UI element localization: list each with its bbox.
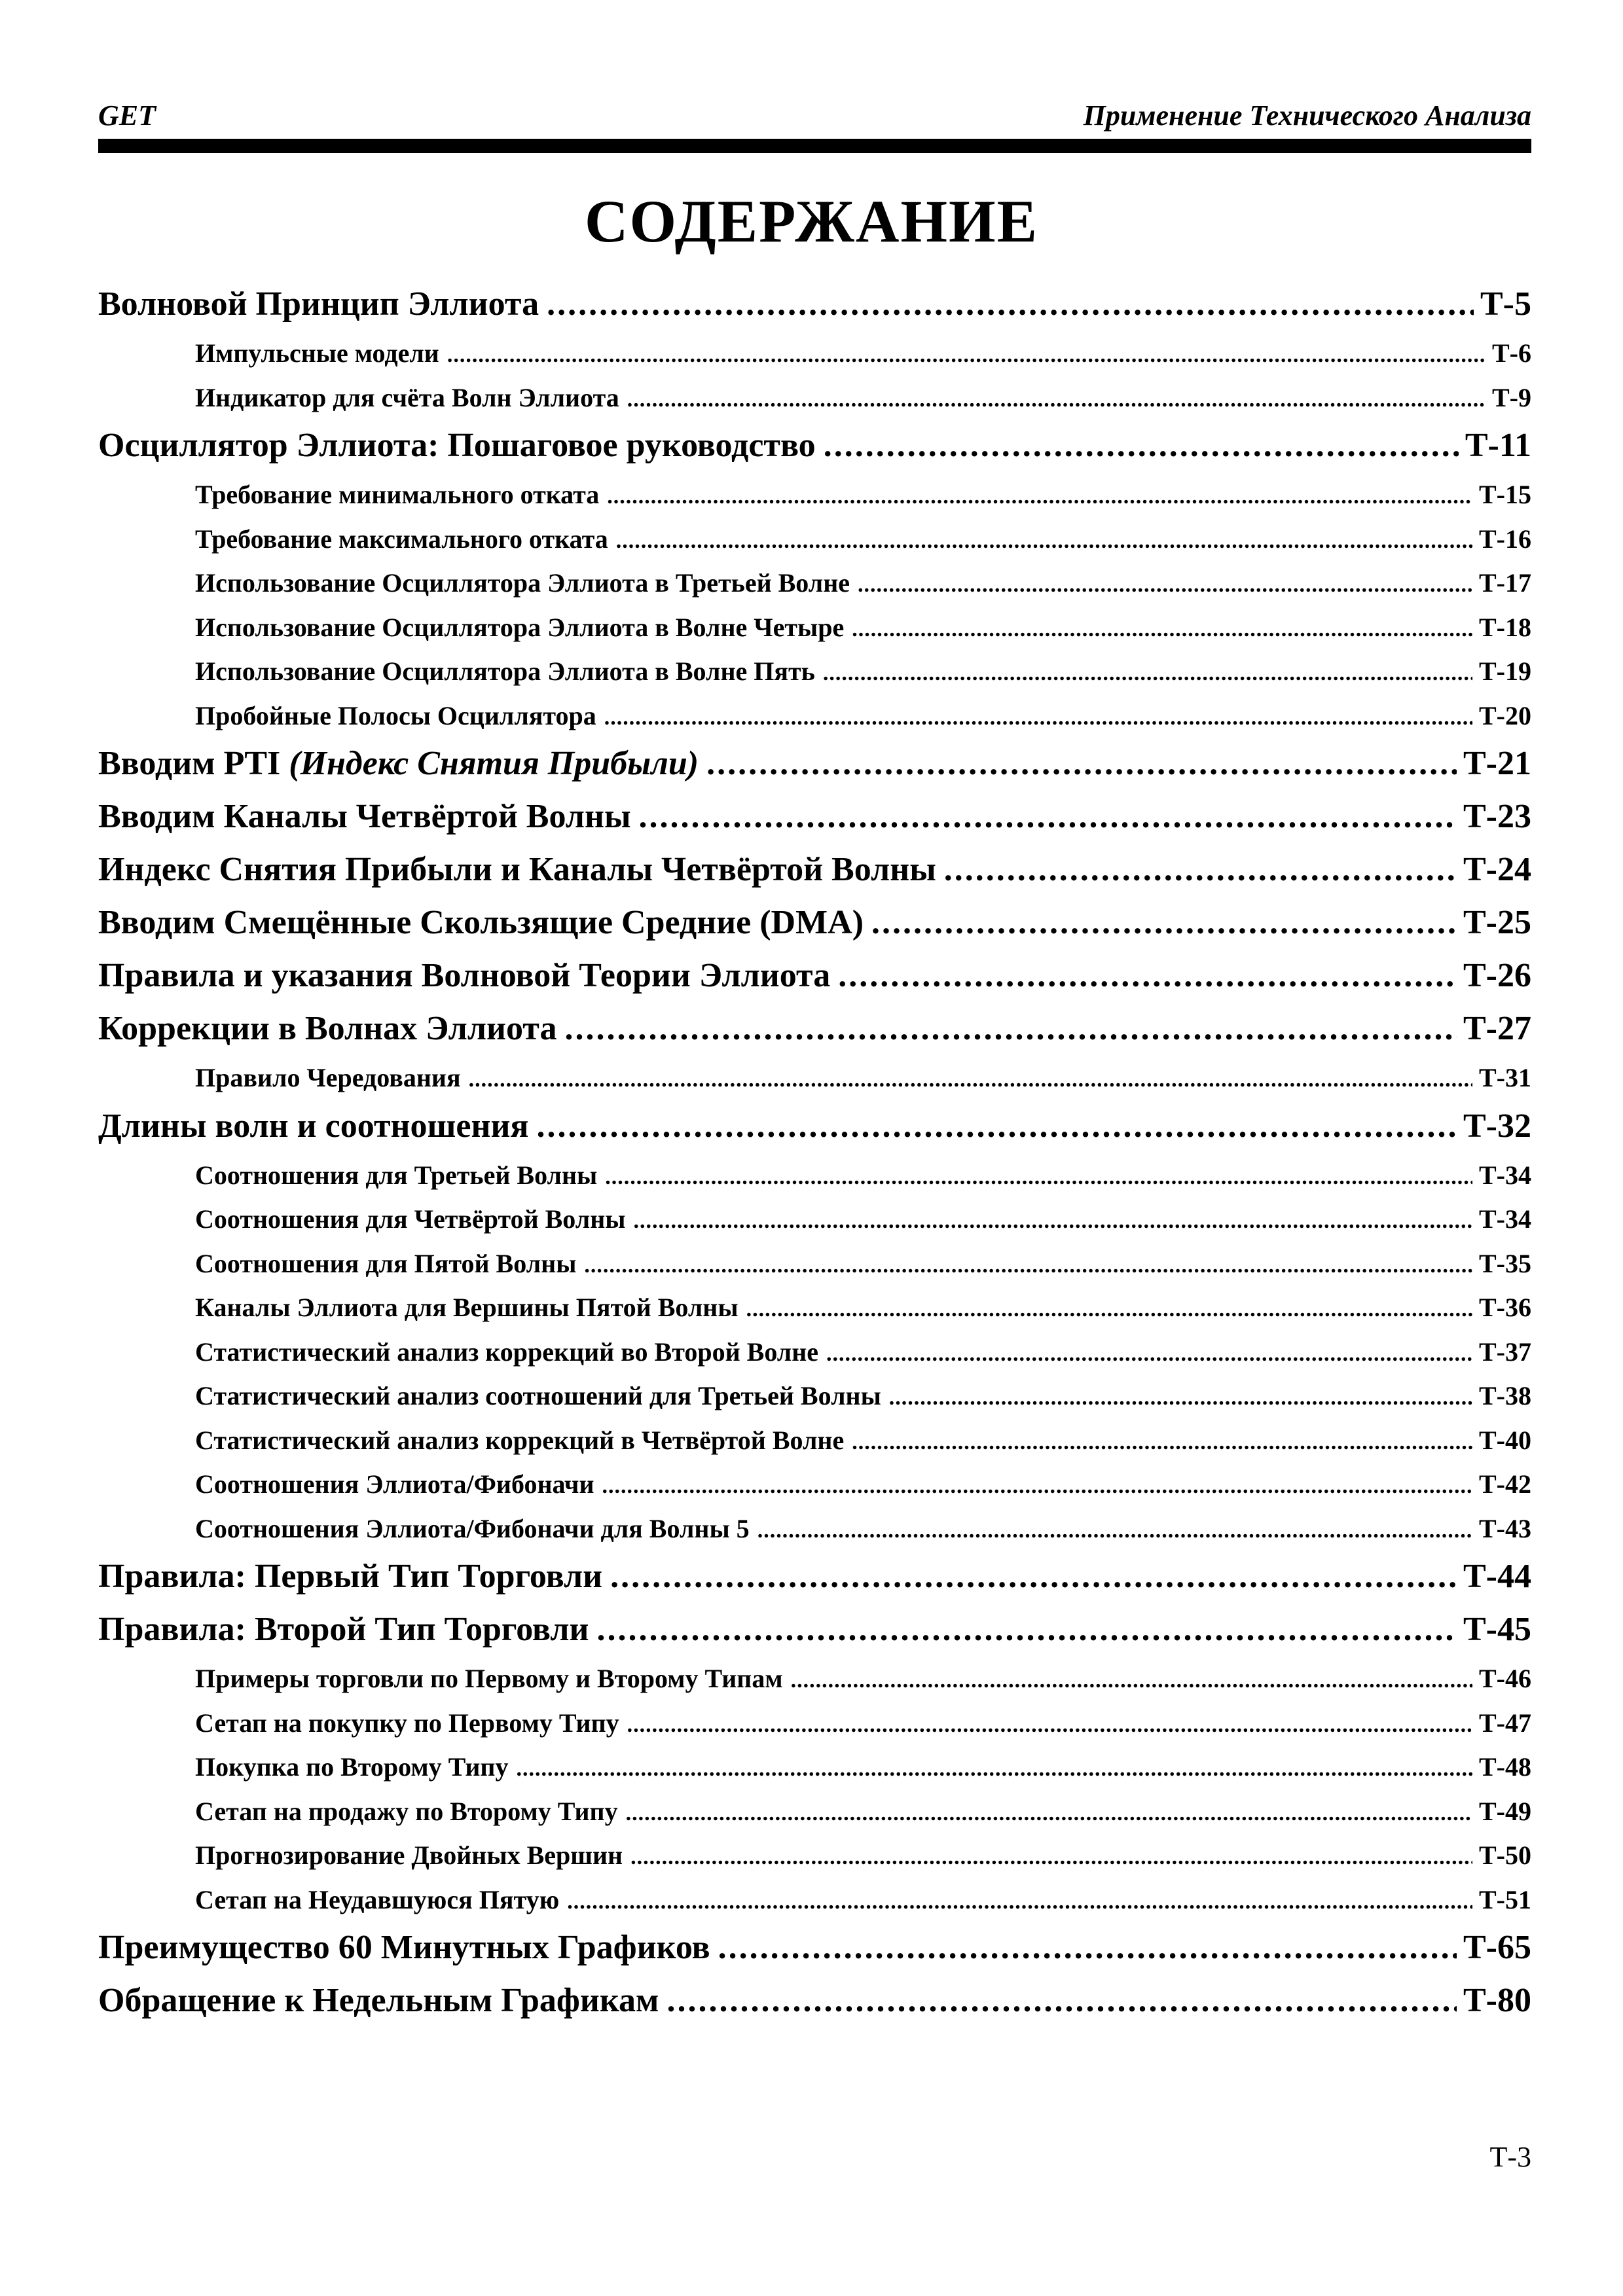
toc-entry-page: Т-40 (1479, 1425, 1531, 1455)
toc-subentry[interactable] (98, 1292, 1531, 1336)
toc-entry-page: Т-38 (1479, 1381, 1531, 1410)
dot-leader (944, 850, 1457, 889)
header-left: GET (98, 99, 156, 132)
toc-entry-title-text: Импульсные модели (195, 338, 439, 368)
toc-entry-page: Т-25 (1463, 904, 1531, 941)
toc-entry-title-text: Правила и указания Волновой Теории Эллиота (98, 957, 831, 994)
toc-entry[interactable] (98, 1610, 1531, 1663)
dot-leader (547, 285, 1474, 323)
toc-subentry[interactable] (98, 1425, 1531, 1469)
table-of-contents (98, 285, 1531, 2034)
toc-entry-page: Т-46 (1479, 1664, 1531, 1693)
toc-entry-title (98, 1928, 718, 1967)
toc-entry-title (98, 1107, 537, 1145)
toc-entry-title-text: Правила: Второй Тип Торговли (98, 1611, 589, 1648)
toc-entry[interactable] (98, 1107, 1531, 1160)
toc-entry-page: Т-24 (1463, 851, 1531, 888)
toc-entry[interactable] (98, 850, 1531, 903)
toc-entry[interactable] (98, 1981, 1531, 2034)
toc-subentry[interactable] (98, 1884, 1531, 1929)
page-number: Т-3 (1489, 2141, 1531, 2173)
toc-entry-title-text: Осциллятор Эллиота: Пошаговое руководство (98, 427, 816, 464)
toc-entry[interactable] (98, 797, 1531, 850)
toc-entry-page: Т-45 (1463, 1611, 1531, 1648)
toc-subentry[interactable] (98, 1062, 1531, 1107)
toc-entry[interactable] (98, 956, 1531, 1009)
toc-entry-page: Т-11 (1465, 427, 1531, 464)
toc-subentry[interactable] (98, 479, 1531, 524)
toc-entry-title (98, 1009, 564, 1048)
toc-subentry[interactable] (98, 1380, 1531, 1425)
toc-entry-title (195, 1248, 584, 1279)
dot-leader (630, 1845, 1472, 1870)
toc-entry-title-text: Индикатор для счёта Волн Эллиота (195, 382, 619, 412)
toc-entry-title-text: Правило Чередования (195, 1063, 461, 1092)
toc-entry-title-text: Индекс Снятия Прибыли и Каналы Четвёртой Волны (98, 851, 936, 888)
toc-entry-title (195, 567, 858, 598)
toc-entry-title-text: Сетап на Неудавшуюся Пятую (195, 1884, 560, 1914)
dot-leader (537, 1107, 1457, 1145)
header-right: Применение Технического Анализа (1083, 99, 1531, 132)
toc-subentry[interactable] (98, 1336, 1531, 1381)
toc-entry-page: Т-26 (1463, 957, 1531, 994)
toc-entry-title (195, 612, 852, 643)
dot-leader (718, 1928, 1457, 1967)
toc-entry-page: Т-5 (1480, 285, 1531, 323)
toc-entry-title (195, 1513, 757, 1544)
toc-entry-title (195, 1751, 516, 1782)
toc-entry[interactable] (98, 744, 1531, 797)
running-header (98, 98, 1531, 137)
toc-entry-title (98, 744, 706, 783)
toc-subentry[interactable] (98, 1663, 1531, 1708)
toc-entry-page: Т-31 (1479, 1063, 1531, 1092)
dot-leader (627, 1713, 1472, 1738)
toc-entry-title-text: Использование Осциллятора Эллиота в Волне Четыре (195, 612, 845, 642)
dot-leader (858, 573, 1472, 598)
toc-entry-title (195, 1380, 889, 1411)
toc-entry-title-text: Требование минимального отката (195, 480, 600, 509)
toc-subentry[interactable] (98, 567, 1531, 612)
dot-leader (564, 1009, 1457, 1048)
toc-subentry[interactable] (98, 1796, 1531, 1840)
toc-entry-title (98, 1981, 666, 2020)
toc-entry-page: Т-47 (1479, 1708, 1531, 1738)
dot-leader (584, 1253, 1472, 1278)
toc-entry-title-text: Прогнозирование Двойных Вершин (195, 1840, 623, 1870)
toc-entry-title (195, 1469, 602, 1499)
toc-entry-page: Т-23 (1463, 798, 1531, 835)
toc-entry-page: Т-9 (1492, 382, 1531, 412)
toc-subentry[interactable] (98, 1469, 1531, 1513)
toc-entry-title-text: Требование максимального отката (195, 524, 608, 554)
toc-entry-page: Т-16 (1479, 524, 1531, 554)
toc-entry-page: Т-51 (1479, 1884, 1531, 1914)
dot-leader (634, 1209, 1473, 1234)
toc-entry-title-text: Соотношения для Четвёртой Волны (195, 1204, 626, 1234)
toc-entry-page: Т-37 (1479, 1336, 1531, 1367)
dot-leader (823, 661, 1472, 686)
toc-entry[interactable] (98, 1009, 1531, 1062)
toc-entry-title (195, 1425, 852, 1456)
toc-entry-page: Т-49 (1479, 1796, 1531, 1826)
toc-entry-title-text: Использование Осциллятора Эллиота в Волне Пять (195, 656, 815, 686)
toc-entry-title (195, 1708, 627, 1738)
toc-entry-page: Т-50 (1479, 1840, 1531, 1870)
toc-entry-page: Т-43 (1479, 1513, 1531, 1543)
toc-entry-title (195, 338, 447, 368)
toc-entry-title-text: Вводим Смещённые Скользящие Средние (DMA) (98, 904, 864, 941)
toc-entry-title (195, 1160, 605, 1191)
toc-entry-page: Т-34 (1479, 1160, 1531, 1190)
dot-leader (852, 1430, 1472, 1455)
toc-entry[interactable] (98, 1928, 1531, 1981)
toc-entry-title-text: Статистический анализ коррекций в Четвёртой Волне (195, 1425, 845, 1455)
toc-subentry[interactable] (98, 1708, 1531, 1752)
toc-entry-title (98, 1610, 596, 1649)
toc-subentry[interactable] (98, 1751, 1531, 1796)
toc-subentry[interactable] (98, 524, 1531, 568)
dot-leader (616, 529, 1472, 554)
toc-entry-title (98, 426, 824, 465)
toc-entry-title-text: Пробойные Полосы Осциллятора (195, 700, 596, 730)
toc-entry-title-text: Статистический анализ соотношений для Третьей Волны (195, 1381, 881, 1410)
toc-subentry[interactable] (98, 612, 1531, 656)
toc-entry-page: Т-19 (1479, 656, 1531, 686)
toc-entry-title-text: Соотношения для Третьей Волны (195, 1160, 598, 1190)
toc-entry-title (195, 1663, 791, 1694)
toc-entry-title-text: Преимущество 60 Минутных Графиков (98, 1929, 710, 1966)
dot-leader (757, 1518, 1472, 1543)
toc-entry-title (98, 956, 838, 995)
header-rule (98, 139, 1531, 153)
dot-leader (838, 956, 1457, 995)
toc-entry[interactable] (98, 285, 1531, 338)
dot-leader (871, 903, 1457, 942)
toc-entry-page: Т-15 (1479, 480, 1531, 509)
toc-entry-title-text: Соотношения для Пятой Волны (195, 1248, 577, 1278)
toc-subentry[interactable] (98, 1204, 1531, 1248)
toc-subentry[interactable] (98, 382, 1531, 427)
toc-entry-title (195, 1204, 634, 1234)
toc-entry-title-text: Сетап на покупку по Первому Типу (195, 1708, 619, 1738)
toc-entry-title-text: Соотношения Эллиота/Фибоначи (195, 1469, 594, 1499)
toc-entry-title (98, 1557, 610, 1596)
toc-entry-title (195, 1796, 626, 1827)
toc-entry[interactable] (98, 1557, 1531, 1610)
dot-leader (627, 387, 1486, 412)
dot-leader (447, 343, 1486, 368)
toc-entry-title (195, 1884, 567, 1915)
toc-entry-title-text: Примеры торговли по Первому и Второму Типам (195, 1664, 783, 1693)
toc-entry-title (195, 656, 823, 687)
toc-entry[interactable] (98, 903, 1531, 956)
toc-entry-page: Т-18 (1479, 612, 1531, 642)
toc-entry-title-text: Правила: Первый Тип Торговли (98, 1558, 603, 1595)
toc-subentry[interactable] (98, 1248, 1531, 1293)
toc-entry-title (195, 382, 627, 413)
toc-entry[interactable] (98, 426, 1531, 479)
dot-leader (607, 484, 1472, 509)
toc-entry-title (98, 903, 871, 942)
dot-leader (602, 1474, 1473, 1499)
toc-entry-page: Т-27 (1463, 1010, 1531, 1047)
toc-entry-title-text: Каналы Эллиота для Вершины Пятой Волны (195, 1293, 739, 1322)
toc-entry-title-text: Коррекции в Волнах Эллиота (98, 1010, 557, 1047)
toc-subentry[interactable] (98, 1160, 1531, 1204)
toc-entry-page: Т-32 (1463, 1107, 1531, 1145)
dot-leader (626, 1801, 1472, 1826)
toc-entry-title-text: Покупка по Второму Типу (195, 1752, 509, 1782)
toc-subentry[interactable] (98, 656, 1531, 700)
toc-entry-title-text: Обращение к Недельным Графикам (98, 1982, 659, 2019)
toc-entry-page: Т-6 (1492, 338, 1531, 368)
toc-entry-page: Т-34 (1479, 1204, 1531, 1234)
dot-leader (567, 1890, 1472, 1914)
dot-leader (639, 797, 1457, 836)
dot-leader (746, 1297, 1472, 1322)
toc-entry-page: Т-17 (1479, 568, 1531, 598)
toc-entry-title-text: Вводим PTI (98, 745, 281, 782)
toc-entry-page: Т-48 (1479, 1752, 1531, 1782)
dot-leader (596, 1610, 1457, 1649)
toc-entry-title (98, 850, 944, 889)
toc-subentry[interactable] (98, 700, 1531, 745)
page-title: СОДЕРЖАНИЕ (585, 188, 1038, 255)
toc-entry-title (98, 285, 547, 323)
toc-entry-title-text: Длины волн и соотношения (98, 1107, 529, 1145)
toc-entry-title (98, 797, 639, 836)
toc-entry-page: Т-21 (1463, 745, 1531, 782)
toc-subentry[interactable] (98, 1513, 1531, 1558)
dot-leader (469, 1067, 1472, 1092)
toc-entry-title-text: Использование Осциллятора Эллиота в Третьей Волне (195, 568, 850, 598)
toc-subentry[interactable] (98, 1840, 1531, 1884)
dot-leader (610, 1557, 1457, 1596)
dot-leader (516, 1757, 1472, 1782)
dot-leader (604, 706, 1472, 730)
toc-entry-title-text: Вводим Каналы Четвёртой Волны (98, 798, 631, 835)
toc-entry-title-text: Соотношения Эллиота/Фибоначи для Волны 5 (195, 1513, 750, 1543)
toc-entry-title-text: Сетап на продажу по Второму Типу (195, 1796, 618, 1826)
toc-entry-title (195, 524, 616, 554)
toc-entry-title (195, 1062, 469, 1093)
dot-leader (889, 1386, 1472, 1410)
dot-leader (666, 1981, 1457, 2020)
toc-entry-title-italic: (Индекс Снятия Прибыли) (289, 745, 699, 782)
dot-leader (824, 426, 1459, 465)
toc-entry-title-text: Статистический анализ коррекций во Второй Волне (195, 1336, 819, 1367)
dot-leader (826, 1342, 1472, 1367)
toc-entry-title (195, 700, 604, 731)
toc-subentry[interactable] (98, 338, 1531, 382)
toc-entry-page: Т-44 (1463, 1558, 1531, 1595)
toc-entry-title-text: Волновой Принцип Эллиота (98, 285, 539, 323)
toc-entry-title (195, 1840, 630, 1871)
toc-entry-title (195, 1336, 826, 1367)
dot-leader (605, 1165, 1472, 1190)
toc-entry-page: Т-42 (1479, 1469, 1531, 1499)
toc-entry-page: Т-20 (1479, 700, 1531, 730)
toc-entry-page: Т-80 (1463, 1982, 1531, 2019)
dot-leader (852, 617, 1472, 642)
toc-entry-page: Т-65 (1463, 1929, 1531, 1966)
dot-leader (791, 1668, 1472, 1693)
toc-entry-page: Т-36 (1479, 1293, 1531, 1322)
toc-entry-page: Т-35 (1479, 1248, 1531, 1278)
dot-leader (706, 744, 1457, 783)
toc-entry-title (195, 479, 607, 510)
toc-entry-title (195, 1292, 746, 1323)
